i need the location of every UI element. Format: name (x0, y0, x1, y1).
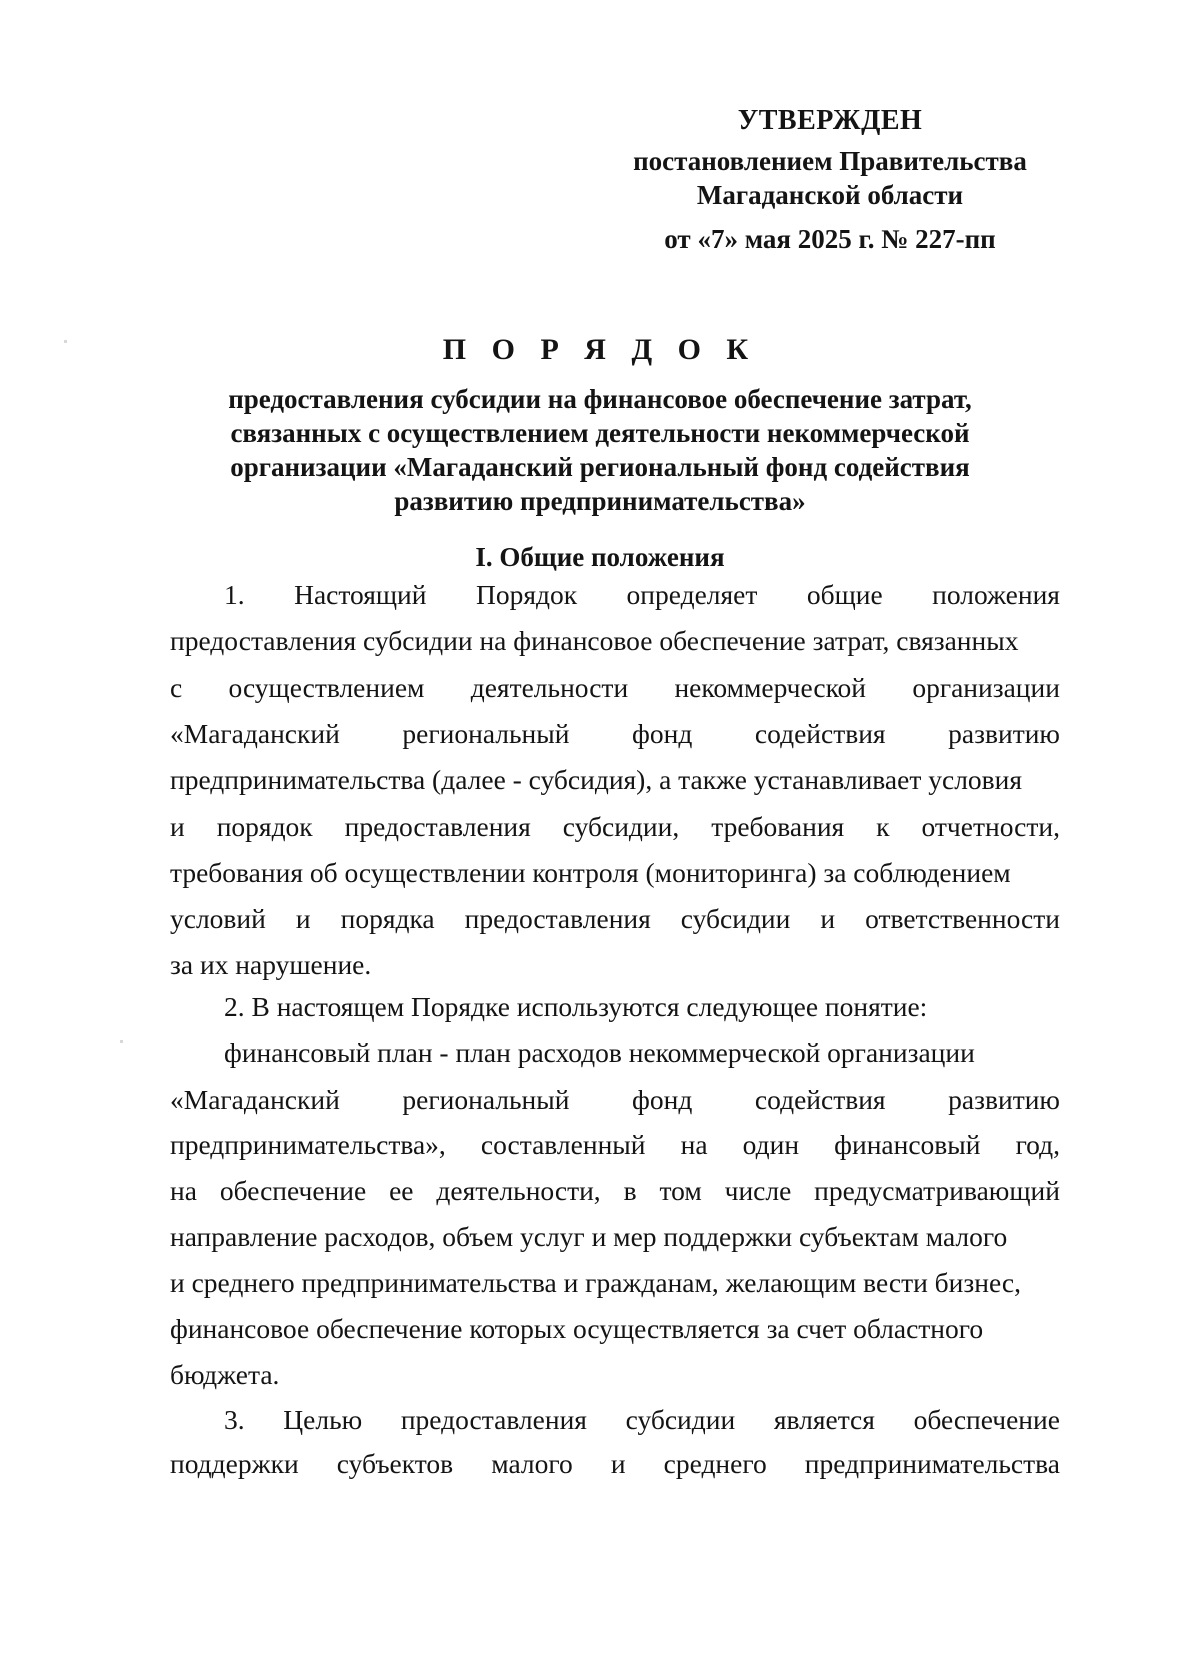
body-word: субсидии (625, 1404, 736, 1435)
body-word: содействия (754, 718, 886, 749)
subtitle-line: организации «Магаданский региональный фонд содействия (230, 452, 970, 482)
body-line (170, 1128, 1060, 1162)
body-word: предпринимательства (далее - субсидия), а также устанавливает условия (170, 764, 1023, 795)
subtitle-line: связанных с осуществлением деятельности некоммерческой (230, 418, 970, 448)
body-word: Настоящий (294, 579, 427, 610)
body-word: предоставления (344, 811, 531, 842)
body-word: за их нарушение. (170, 949, 372, 980)
body-word: обеспечение (219, 1175, 367, 1206)
body-word: и (170, 811, 185, 842)
body-word: фонд (632, 1084, 693, 1115)
body-word: поддержки (170, 1448, 299, 1479)
body-word: определяет (626, 579, 758, 610)
scan-artifact (120, 1040, 123, 1043)
approval-date: от «7» мая 2025 г. № 227-пп (664, 224, 996, 254)
body-word: и (610, 1448, 626, 1479)
body-word: региональный (402, 718, 570, 749)
document-title: П О Р Я Д О К (442, 333, 758, 366)
body-word: порядка (340, 903, 435, 934)
body-word: в (623, 1175, 637, 1206)
body-word: Порядок (475, 579, 578, 610)
body-word: один (742, 1129, 800, 1160)
body-word: среднего (663, 1448, 767, 1479)
body-word: субсидии (680, 903, 791, 934)
body-line (170, 763, 1060, 797)
body-line (224, 1036, 1060, 1070)
subtitle-line: развитию предпринимательства» (394, 486, 806, 516)
body-word: составленный (480, 1129, 646, 1160)
approval-line-1: постановлением Правительства (633, 146, 1027, 176)
body-word: деятельности (470, 672, 629, 703)
body-word: предоставления (400, 1404, 587, 1435)
body-line (170, 856, 1060, 890)
body-word: предоставления субсидии на финансовое обеспечение затрат, связанных (170, 625, 1019, 656)
body-line (224, 990, 1060, 1024)
body-line (170, 1312, 1060, 1346)
body-word: субъектов (336, 1448, 454, 1479)
body-word: 2. В настоящем Порядке используются следующее понятие: (224, 991, 928, 1022)
body-line (170, 1083, 1060, 1117)
body-word: фонд (632, 718, 693, 749)
body-word: к (876, 811, 890, 842)
body-word: содействия (754, 1084, 886, 1115)
section-heading: I. Общие положения (475, 542, 725, 572)
body-word: является (773, 1404, 875, 1435)
body-word: предусматривающий (814, 1175, 1060, 1206)
body-word: положения (932, 579, 1060, 610)
body-word: отчетности, (921, 811, 1060, 842)
body-word: общие (806, 579, 883, 610)
body-word: финансовый (834, 1129, 981, 1160)
body-word: Целью (283, 1404, 363, 1435)
body-line (170, 624, 1060, 658)
body-word: условий (170, 903, 266, 934)
body-word: год, (1015, 1129, 1060, 1160)
body-word: 1. (224, 579, 245, 610)
body-word: с (170, 672, 183, 703)
body-word: осуществлением (228, 672, 425, 703)
body-word: на (680, 1129, 708, 1160)
body-word: том (659, 1175, 702, 1206)
body-word: «Магаданский (170, 1084, 340, 1115)
body-line (170, 671, 1060, 705)
body-word: развитию (948, 1084, 1060, 1115)
body-word: финансовый план - план расходов некоммерческой организации (224, 1037, 975, 1068)
body-word: малого (491, 1448, 573, 1479)
body-word: требования (711, 811, 845, 842)
body-word: деятельности, (436, 1175, 601, 1206)
body-line (170, 1266, 1060, 1300)
body-word: ее (389, 1175, 414, 1206)
body-word: и (820, 903, 836, 934)
body-line (170, 1174, 1060, 1208)
body-line (224, 1403, 1060, 1437)
approval-stamp: УТВЕРЖДЕН (737, 105, 923, 136)
document-subtitle (170, 382, 1030, 518)
body-word: и (295, 903, 311, 934)
body-word: и среднего предпринимательства и гражданам, желающим вести бизнес, (170, 1267, 1021, 1298)
approval-block (600, 104, 1060, 256)
body-word: предоставления (464, 903, 651, 934)
body-word: развитию (948, 718, 1060, 749)
body-word: требования об осуществлении контроля (мониторинга) за соблюдением (170, 857, 1011, 888)
body-word: 3. (224, 1404, 245, 1435)
body-word: «Магаданский (170, 718, 340, 749)
body-word: числе (724, 1175, 792, 1206)
body-line (170, 810, 1060, 844)
body-line (170, 948, 1060, 982)
body-line (170, 1447, 1060, 1481)
body-word: финансовое обеспечение которых осуществляется за счет областного (170, 1313, 984, 1344)
body-line (170, 1220, 1060, 1254)
body-word: предпринимательства (804, 1448, 1060, 1479)
body-line (170, 902, 1060, 936)
body-word: направление расходов, объем услуг и мер поддержки субъектам малого (170, 1221, 1008, 1252)
body-word: порядок (216, 811, 313, 842)
body-word: ответственности (865, 903, 1060, 934)
body-line (170, 1358, 1060, 1392)
approval-line-2: Магаданской области (696, 180, 964, 210)
body-word: предпринимательства», (170, 1129, 446, 1160)
body-word: субсидии, (562, 811, 680, 842)
body-line (170, 717, 1060, 751)
body-word: бюджета. (170, 1359, 280, 1390)
body-word: некоммерческой (674, 672, 867, 703)
body-word: организации (912, 672, 1060, 703)
body-word: обеспечение (913, 1404, 1060, 1435)
body-line (224, 578, 1060, 612)
body-word: региональный (402, 1084, 570, 1115)
body-word: на (170, 1175, 197, 1206)
subtitle-line: предоставления субсидии на финансовое обеспечение затрат, (228, 384, 972, 414)
